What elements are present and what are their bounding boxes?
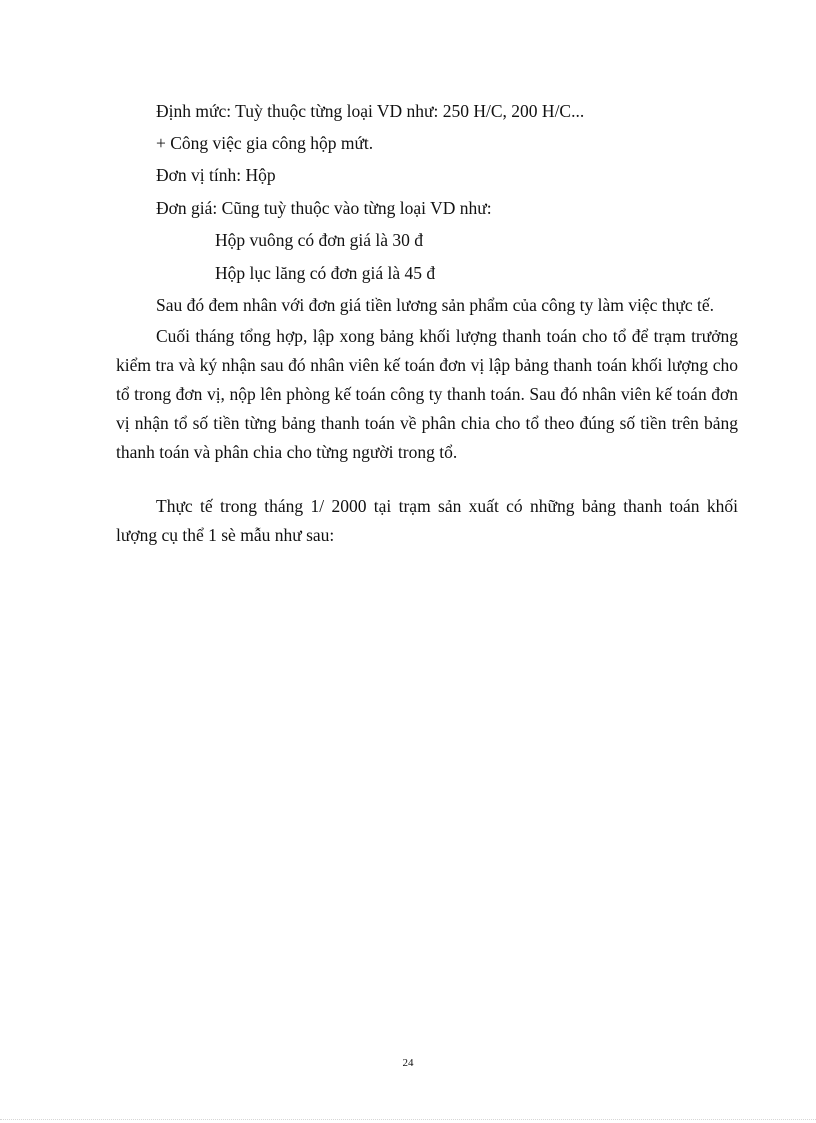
page-bottom-divider [0, 1119, 816, 1120]
unit-line: Đơn vị tính: Hộp [156, 165, 276, 185]
month-end-paragraph: Cuối tháng tổng hợp, lập xong bảng khối lượng thanh toán cho tổ để trạm trưởng kiểm tra và ký nhận sau đó nhân viên kế toán đơn vị lập bảng thanh toán khối lượng cho tổ trong đơn vị, nộp lên phòng kế toán công ty thanh toán. Sau đó nhân viên kế toán đơn vị nhận tổ số tiền từng bảng thanh toán về phân chia cho tổ theo đúng số tiền trên bảng thanh toán và phân chia cho từng người trong tổ. [116, 326, 738, 462]
square-box-price-line: Hộp vuông có đơn giá là 30 đ [215, 230, 424, 250]
unit-price-line: Đơn giá: Cũng tuỳ thuộc vào từng loại VD như: [156, 198, 492, 218]
page-number: 24 [402, 1057, 414, 1069]
norm-line: Định mức: Tuỳ thuộc từng loại VD như: 250 H/C, 200 H/C... [156, 101, 585, 121]
hexagon-box-price-line: Hộp lục lăng có đơn giá là 45 đ [215, 263, 436, 283]
job-line: + Công việc gia công hộp mứt. [156, 133, 374, 153]
actual-paragraph: Thực tế trong tháng 1/ 2000 tại trạm sản xuất có những bảng thanh toán khối lượng cụ thể 1 sè mẫu như sau: [116, 496, 738, 545]
multiply-line: Sau đó đem nhân với đơn giá tiền lương sản phẩm của công ty làm việc thực tế. [156, 295, 714, 315]
